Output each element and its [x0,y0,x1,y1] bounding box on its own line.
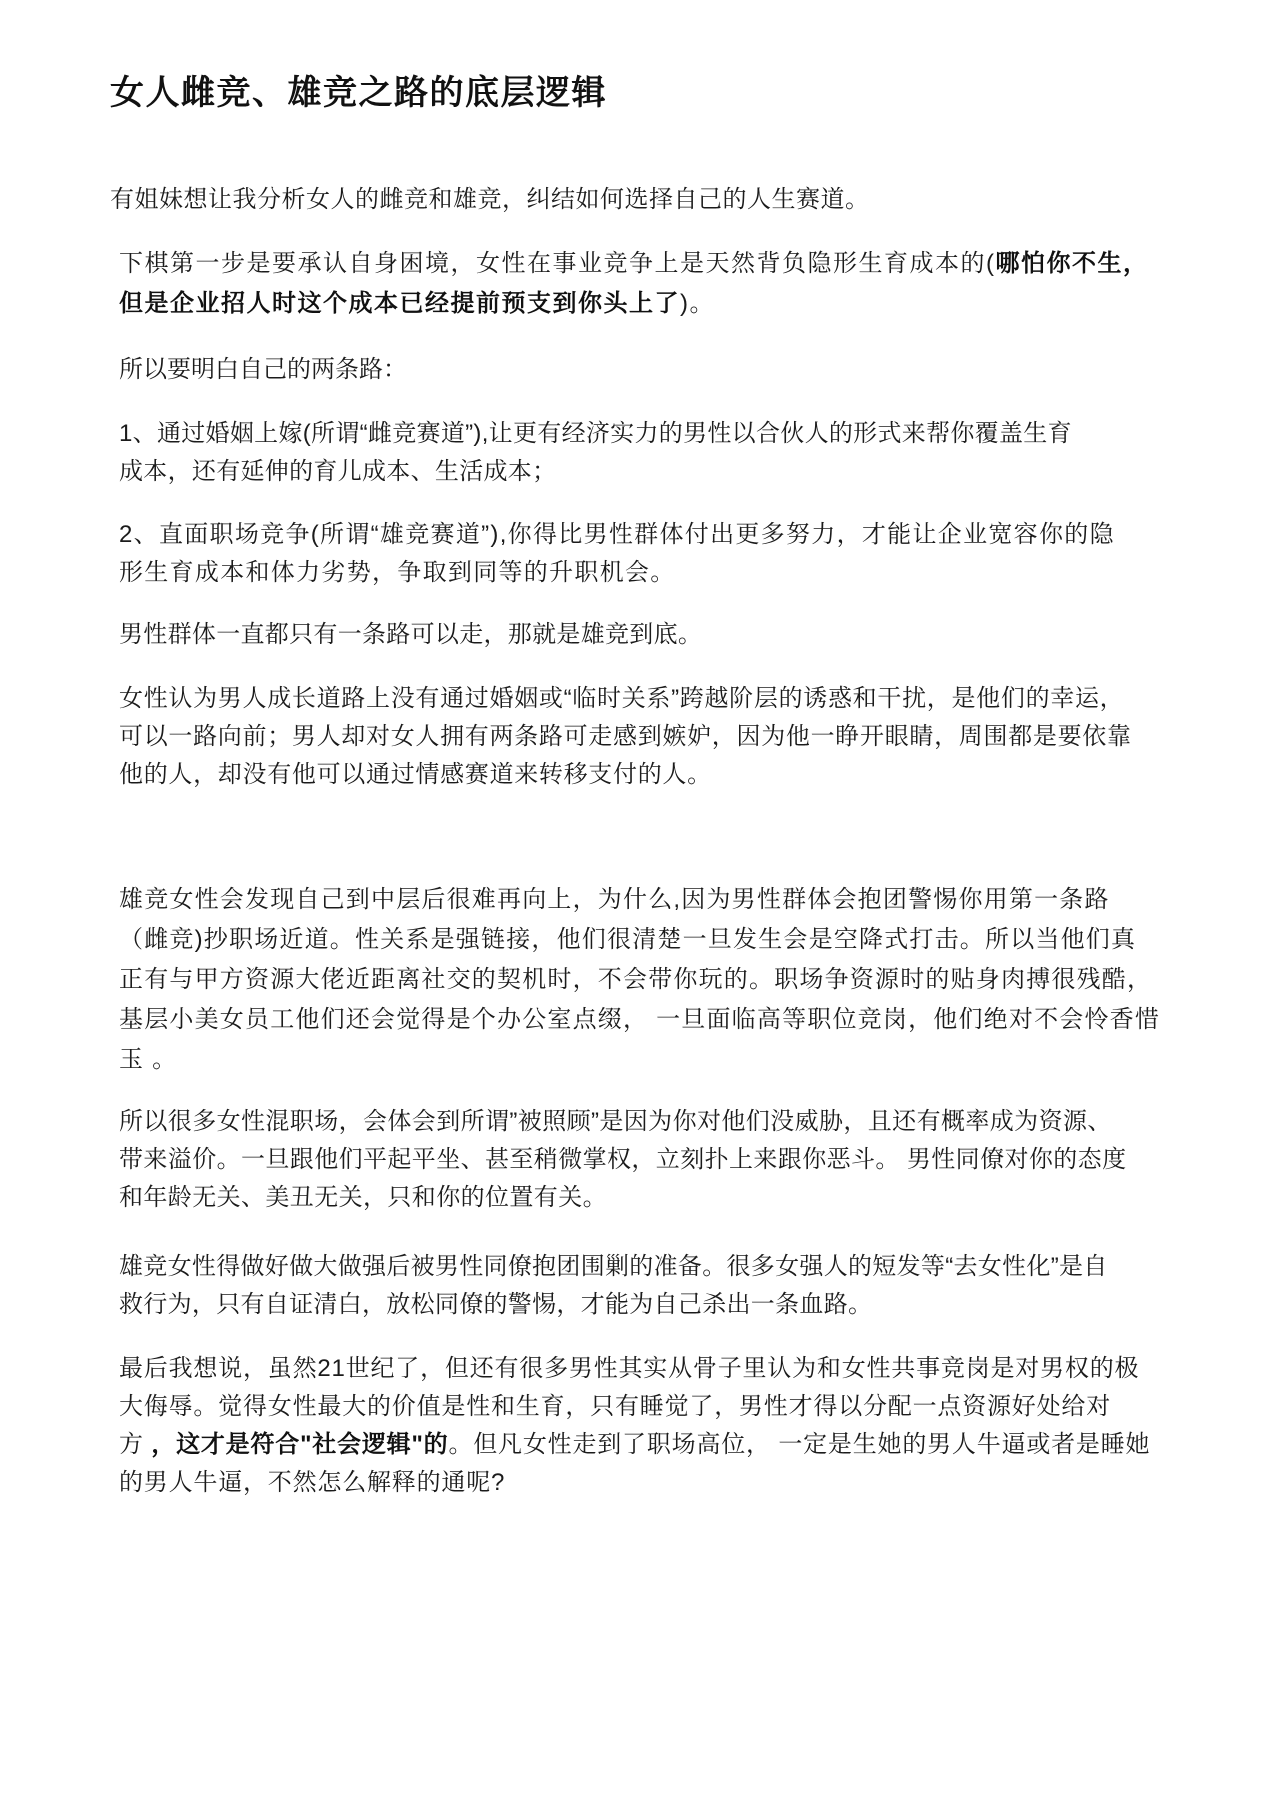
text-segment: 他的人，却没有他可以通过情感赛道来转移支付的人。 [119,761,712,788]
text-segment: 玉 。 [119,1046,178,1073]
paragraph-line [119,1464,1273,1502]
paragraph-line [119,284,1273,324]
text-segment: 可以一路向前；男人却对女人拥有两条路可走感到嫉妒，因为他一睁开眼睛，周围都是要依靠 [119,723,1132,750]
paragraph-line [119,1388,1273,1426]
text-segment: 最后我想说，虽然21世纪了，但还有很多男性其实从骨子里认为和女性共事竞岗是对男权的极 [119,1355,1140,1382]
paragraph-line [119,1286,1273,1324]
text-segment: 救行为，只有自证清白，放松同僚的警惕，才能为自己杀出一条血路。 [119,1291,873,1318]
paragraph-line [119,1141,1273,1179]
paragraph-line [119,1000,1273,1040]
paragraph-9 [119,1103,1273,1217]
text-segment: 带来溢价。一旦跟他们平起平坐、甚至稍微掌权，立刻扑上来跟你恶斗。 男性同僚对你的态度 [119,1146,1127,1173]
text-segment: 雄竞女性得做好做大做强后被男性同僚抱团围剿的准备。很多女强人的短发等“去女性化”是自 [119,1253,1108,1280]
text-segment: 。但凡女性走到了职场高位， 一定是生她的男人牛逼或者是睡她 [448,1431,1151,1458]
paragraph-line [110,181,1273,219]
paragraph-6 [119,616,1273,654]
text-segment: 成本，还有延伸的育儿成本、生活成本； [119,458,557,485]
paragraph-1 [110,181,1273,219]
paragraph-3 [119,351,1273,389]
paragraph-4 [119,415,1273,491]
paragraph-11 [119,1350,1273,1502]
paragraph-line [119,554,1273,592]
paragraph-2 [119,244,1273,324]
text-segment: 形生育成本和体力劣势，争取到同等的升职机会。 [119,559,676,586]
text-segment: 1、通过婚姻上嫁(所谓“雌竞赛道”),让更有经济实力的男性以合伙人的形式来帮你覆盖生育 [119,420,1072,447]
paragraph-line [119,1040,1273,1080]
paragraph-line [119,244,1273,284]
paragraph-line [119,880,1273,920]
paragraph-line [119,453,1273,491]
document-title: 女人雌竞、雄竞之路的底层逻辑 [110,74,607,112]
text-segment: 大侮辱。觉得女性最大的价值是性和生育，只有睡觉了，男性才得以分配一点资源好处给对 [119,1393,1111,1420]
text-segment: 的男人牛逼，不然怎么解释的通呢? [119,1469,506,1496]
text-segment: 所以很多女性混职场，会体会到所谓”被照顾”是因为你对他们没威胁，且还有概率成为资源、 [119,1108,1112,1135]
paragraph-line [119,516,1273,554]
paragraph-line [119,415,1273,453]
paragraph-line [119,756,1273,794]
paragraph-5 [119,516,1273,592]
paragraph-7 [119,680,1273,794]
text-segment: 男性群体一直都只有一条路可以走，那就是雄竞到底。 [119,621,703,648]
text-segment: 女性认为男人成长道路上没有通过婚姻或“临时关系”跨越阶层的诱惑和干扰，是他们的幸运， [119,685,1125,712]
paragraph-line [119,1350,1273,1388]
paragraph-line [119,960,1273,1000]
paragraph-line [119,1179,1273,1217]
paragraph-line [119,616,1273,654]
bold-text-segment: 哪怕你不生， [995,250,1149,277]
text-segment: 雄竞女性会发现自己到中层后很难再向上，为什么,因为男性群体会抱团警惕你用第一条路 [119,886,1110,913]
bold-text-segment: ，这才是符合"社会逻辑"的 [151,1431,449,1458]
paragraph-line [119,351,1273,389]
text-segment: )。 [680,290,715,317]
text-segment: 所以要明白自己的两条路： [119,356,407,383]
paragraph-line [119,1426,1273,1464]
paragraph-10 [119,1248,1273,1324]
paragraph-8 [119,880,1273,1080]
text-segment: 有姐妹想让我分析女人的雌竞和雄竞，纠结如何选择自己的人生赛道。 [110,186,870,213]
text-segment: 正有与甲方资源大佬近距离社交的契机时，不会带你玩的。职场争资源时的贴身肉搏很残酷， [119,966,1153,993]
bold-text-segment: 但是企业招人时这个成本已经提前预支到你头上了 [119,290,680,317]
paragraph-line [119,680,1273,718]
text-segment: 基层小美女员工他们还会觉得是个办公室点缀， 一旦面临高等职位竞岗，他们绝对不会怜香惜 [119,1006,1161,1033]
text-segment: 和年龄无关、美丑无关，只和你的位置有关。 [119,1184,607,1211]
paragraph-line [119,920,1273,960]
paragraph-line [119,718,1273,756]
paragraph-line [119,1103,1273,1141]
text-segment: 方 [119,1431,152,1458]
text-segment: 2、直面职场竞争(所谓“雄竞赛道”),你得比男性群体付出更多努力，才能让企业宽容你的隐 [119,521,1115,548]
text-segment: 下棋第一步是要承认自身困境，女性在事业竞争上是天然背负隐形生育成本的( [119,250,996,277]
text-segment: （雌竞)抄职场近道。性关系是强链接，他们很清楚一旦发生会是空降式打击。所以当他们真 [119,926,1137,953]
paragraph-line [119,1248,1273,1286]
